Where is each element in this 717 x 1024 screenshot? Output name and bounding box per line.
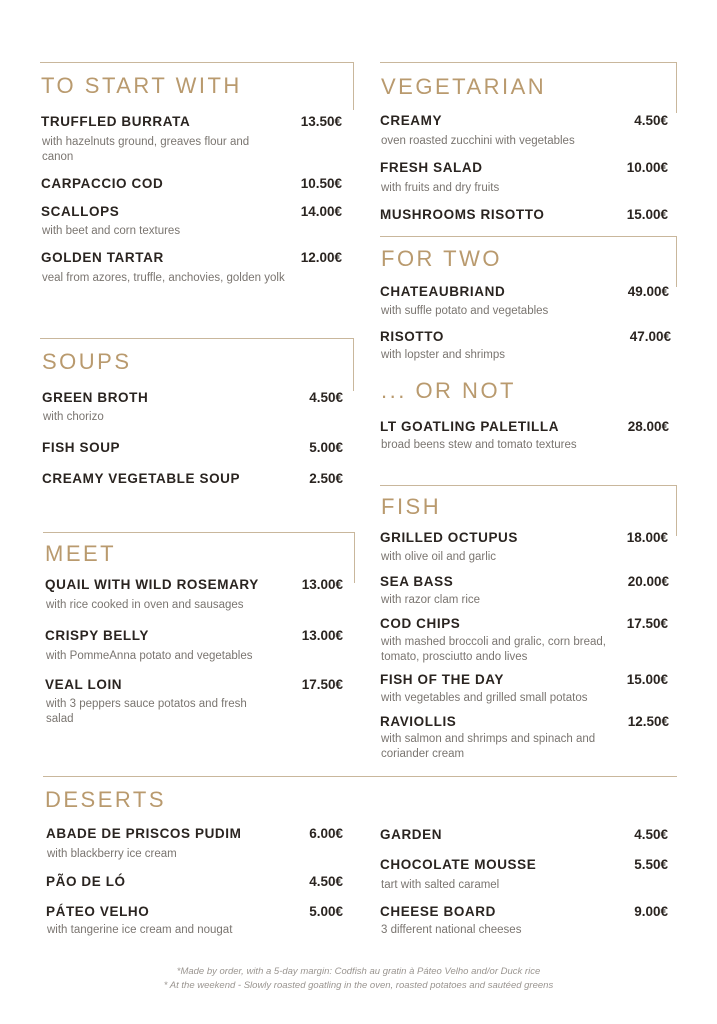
menu-item-name: CREAMY VEGETABLE SOUP	[42, 471, 241, 486]
menu-item-price: 20.00€	[627, 574, 669, 589]
menu-item-price: 9.00€	[634, 904, 668, 919]
menu-item-name: CHOCOLATE MOUSSE	[380, 857, 537, 872]
menu-item-price: 12.50€	[627, 714, 669, 729]
menu-item-name: GRILLED OCTUPUS	[380, 530, 519, 545]
menu-item-price: 13.00€	[301, 577, 343, 592]
menu-item-name: CHATEAUBRIAND	[380, 284, 506, 299]
menu-item-desc: oven roasted zucchini with vegetables	[381, 135, 575, 147]
menu-item-price: 47.00€	[629, 329, 671, 344]
menu-item-price: 5.50€	[634, 857, 668, 872]
menu-item-desc: with rice cooked in oven and sausages	[46, 599, 244, 611]
section-title-fish: FISH	[381, 494, 442, 519]
menu-item-desc: with salmon and shrimps and spinach and coriander cream	[381, 733, 596, 760]
menu-item-price: 4.50€	[634, 827, 668, 842]
menu-item-name: VEAL LOIN	[45, 677, 123, 692]
menu-item-desc: with vegetables and grilled small potatos	[381, 692, 588, 704]
menu-item-name: FISH SOUP	[42, 440, 121, 455]
menu-item-price: 5.00€	[309, 440, 343, 455]
menu-item-price: 28.00€	[627, 419, 669, 434]
menu-item-name: CHEESE BOARD	[380, 904, 496, 919]
menu-item-price: 4.50€	[309, 874, 343, 889]
menu-item-price: 4.50€	[634, 113, 668, 128]
menu-item-desc: with fruits and dry fruits	[381, 182, 500, 194]
menu-item-name: PÃO DE LÓ	[46, 874, 126, 889]
menu-item-name: GREEN BROTH	[42, 390, 149, 405]
menu-item-price: 4.50€	[309, 390, 343, 405]
menu-item-name: CARPACCIO COD	[41, 176, 164, 191]
menu-item-name: FISH OF THE DAY	[380, 672, 505, 687]
menu-item-desc: with blackberry ice cream	[47, 848, 177, 860]
menu-item-name: RISOTTO	[380, 329, 444, 344]
menu-item-name: TRUFFLED BURRATA	[41, 114, 191, 129]
menu-item-price: 14.00€	[300, 204, 342, 219]
section-title-for-two: FOR TWO	[381, 246, 502, 271]
menu-item-desc: with 3 peppers sauce potatos and fresh salad	[46, 698, 247, 725]
menu-item-desc: 3 different national cheeses	[381, 924, 522, 936]
menu-item-price: 5.00€	[309, 904, 343, 919]
menu-item-desc: with olive oil and garlic	[381, 551, 497, 563]
menu-item-name: GARDEN	[380, 827, 443, 842]
menu-item-name: FRESH SALAD	[380, 160, 483, 175]
menu-item-price: 15.00€	[626, 672, 668, 687]
menu-item-price: 17.50€	[626, 616, 668, 631]
menu-item-name: CREAMY	[380, 113, 443, 128]
menu-item-name: QUAIL WITH WILD ROSEMARY	[45, 577, 259, 592]
menu-item-price: 13.00€	[301, 628, 343, 643]
menu-item-desc: with tangerine ice cream and nougat	[47, 924, 233, 936]
menu-item-desc: veal from azores, truffle, anchovies, golden yolk	[42, 272, 285, 284]
menu-item-desc: with chorizo	[43, 411, 104, 423]
menu-item-name: RAVIOLLIS	[380, 714, 457, 729]
menu-item-desc: with mashed broccoli and gralic, corn bread, tomato, prosciutto ando lives	[381, 636, 607, 663]
menu-item-name: GOLDEN TARTAR	[41, 250, 164, 265]
menu-item-price: 12.00€	[300, 250, 342, 265]
menu-item-price: 49.00€	[627, 284, 669, 299]
divider-deserts	[43, 776, 677, 777]
section-title-or-not: ... OR NOT	[381, 378, 516, 403]
menu-item-desc: with suffle potato and vegetables	[381, 305, 549, 317]
footer-note-order: *Made by order, with a 5-day margin: Codfish au gratin à Páteo Velho and/or Duck rice	[176, 966, 541, 977]
menu-item-price: 13.50€	[300, 114, 342, 129]
section-title-to-start: TO START WITH	[41, 73, 242, 98]
menu-item-desc: broad beens stew and tomato textures	[381, 439, 577, 451]
menu-item-desc: with PommeAnna potato and vegetables	[46, 650, 253, 662]
section-title-soups: SOUPS	[42, 349, 132, 374]
menu-item-name: MUSHROOMS RISOTTO	[380, 207, 545, 222]
menu-item-name: ABADE DE PRISCOS PUDIM	[46, 826, 242, 841]
menu-item-desc: with hazelnuts ground, greaves flour and canon	[42, 136, 250, 163]
menu-item-desc: with lopster and shrimps	[381, 349, 505, 361]
footer-note-weekend: * At the weekend - Slowly roasted goatling in the oven, roasted potatoes and sautéed greens	[163, 980, 554, 991]
section-title-deserts: DESERTS	[45, 787, 167, 812]
menu-item-desc: with beet and corn textures	[42, 225, 181, 237]
menu-item-name: CRISPY BELLY	[45, 628, 149, 643]
menu-item-name: SEA BASS	[380, 574, 454, 589]
menu-item-name: LT GOATLING PALETILLA	[380, 419, 560, 434]
menu-item-name: PÁTEO VELHO	[46, 904, 150, 919]
menu-item-price: 15.00€	[626, 207, 668, 222]
menu-item-price: 6.00€	[309, 826, 343, 841]
menu-item-price: 2.50€	[309, 471, 343, 486]
menu-item-price: 10.50€	[300, 176, 342, 191]
menu-item-price: 10.00€	[626, 160, 668, 175]
section-title-meet: MEET	[45, 541, 117, 566]
menu-item-desc: tart with salted caramel	[381, 879, 500, 891]
menu-item-price: 18.00€	[626, 530, 668, 545]
menu-item-name: SCALLOPS	[41, 204, 120, 219]
menu-item-name: COD CHIPS	[380, 616, 461, 631]
menu-item-desc: with razor clam rice	[381, 594, 481, 606]
section-title-vegetarian: VEGETARIAN	[381, 74, 547, 99]
menu-item-price: 17.50€	[301, 677, 343, 692]
